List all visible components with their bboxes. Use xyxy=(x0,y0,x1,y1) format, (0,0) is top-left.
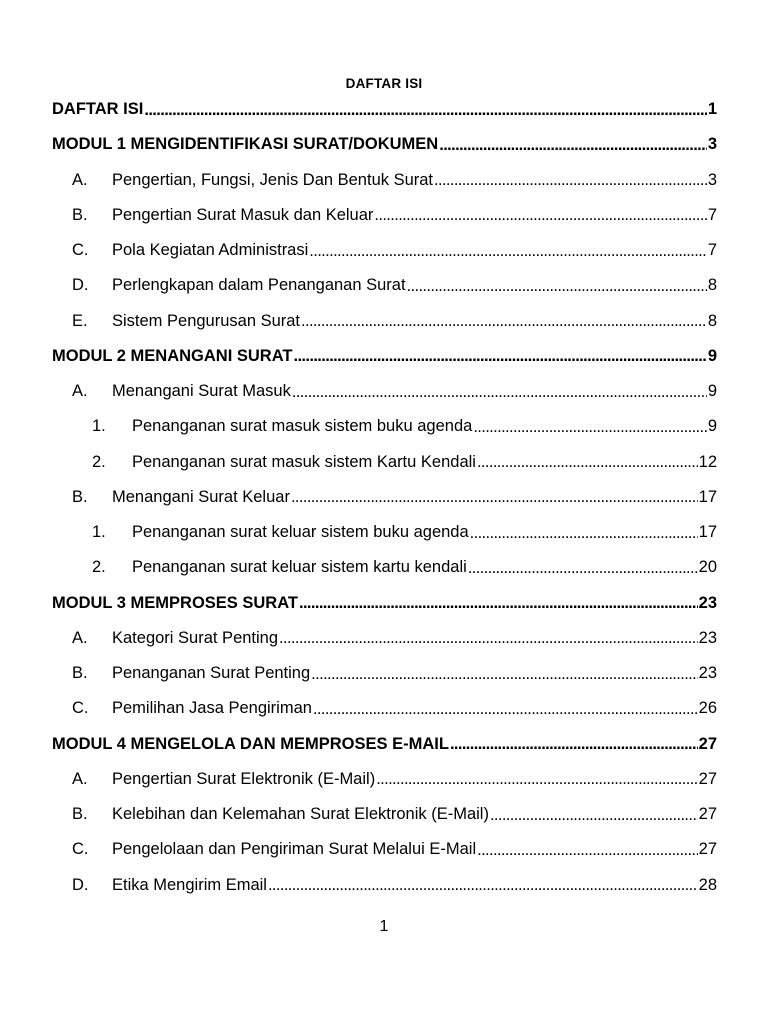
toc-entry-page-number: 9 xyxy=(707,417,717,436)
toc-dot-leader xyxy=(268,875,698,895)
toc-entry-page-number: 7 xyxy=(707,241,717,260)
toc-entry-page-number: 9 xyxy=(707,346,717,365)
toc-subsection-entry[interactable] xyxy=(52,515,717,550)
toc-entry-number: D. xyxy=(72,875,89,894)
toc-entry-title: MODUL 3 MEMPROSES SURAT xyxy=(52,593,298,612)
toc-entry-number: C. xyxy=(72,699,89,718)
toc-entry-title: DAFTAR ISI xyxy=(52,100,144,119)
toc-subsection-entry[interactable] xyxy=(52,550,717,585)
toc-entry-number: E. xyxy=(72,311,88,330)
toc-dot-leader xyxy=(477,452,698,472)
toc-entry-title: Perlengkapan dalam Penanganan Surat xyxy=(112,276,406,295)
toc-dot-leader xyxy=(313,699,698,719)
toc-dot-leader xyxy=(301,311,707,331)
toc-entry-title: Kelebihan dan Kelemahan Surat Elektronik (E-Mail) xyxy=(112,805,489,824)
toc-entry-number: B. xyxy=(72,205,88,224)
toc-entry-page-number: 28 xyxy=(698,875,717,894)
toc-dot-leader xyxy=(311,664,697,684)
toc-section-entry[interactable] xyxy=(52,163,717,198)
toc-module-entry[interactable] xyxy=(52,586,717,621)
toc-dot-leader xyxy=(477,840,698,860)
toc-entry-number: 2. xyxy=(92,452,106,471)
toc-entry-page-number: 27 xyxy=(698,769,717,788)
toc-entry-title: MODUL 4 MENGELOLA DAN MEMPROSES E-MAIL xyxy=(52,734,449,753)
toc-module-entry[interactable] xyxy=(52,727,717,762)
toc-entry-page-number: 1 xyxy=(707,100,717,119)
toc-module-entry[interactable] xyxy=(52,339,717,374)
toc-entry-page-number: 3 xyxy=(707,135,717,154)
toc-entry-number: 2. xyxy=(92,558,106,577)
toc-dot-leader xyxy=(468,558,698,578)
toc-entry-number: A. xyxy=(72,769,88,788)
toc-section-entry[interactable] xyxy=(52,797,717,832)
toc-entry-title: MODUL 1 MENGIDENTIFIKASI SURAT/DOKUMEN xyxy=(52,135,439,154)
toc-entry-title: Penanganan Surat Penting xyxy=(112,664,311,683)
toc-entry-page-number: 23 xyxy=(698,593,717,612)
toc-entry-number: 1. xyxy=(92,417,106,436)
toc-section-entry[interactable] xyxy=(52,374,717,409)
toc-entry-title: Etika Mengirim Email xyxy=(112,875,267,894)
toc-dot-leader xyxy=(374,205,706,225)
toc-entry-number: 1. xyxy=(92,523,106,542)
toc-entry-page-number: 8 xyxy=(707,311,717,330)
toc-module-entry[interactable] xyxy=(52,92,717,127)
toc-dot-leader xyxy=(293,346,706,366)
toc-entry-title: Pengertian, Fungsi, Jenis Dan Bentuk Surat xyxy=(112,170,434,189)
toc-entry-page-number: 20 xyxy=(698,558,717,577)
toc-entry-number: B. xyxy=(72,487,88,506)
toc-subsection-entry[interactable] xyxy=(52,445,717,480)
toc-dot-leader xyxy=(470,523,698,543)
toc-dot-leader xyxy=(291,487,698,507)
toc-entry-page-number: 27 xyxy=(698,840,717,859)
toc-entry-page-number: 12 xyxy=(698,452,717,471)
toc-entry-title: Penanganan surat keluar sistem kartu kendali xyxy=(132,558,467,577)
toc-dot-leader xyxy=(407,276,707,296)
toc-entry-page-number: 23 xyxy=(698,664,717,683)
table-of-contents xyxy=(52,92,717,903)
toc-entry-title: Menangani Surat Masuk xyxy=(112,382,291,401)
toc-dot-leader xyxy=(144,100,706,120)
toc-entry-page-number: 27 xyxy=(698,805,717,824)
toc-section-entry[interactable] xyxy=(52,691,717,726)
toc-section-entry[interactable] xyxy=(52,621,717,656)
toc-dot-leader xyxy=(490,805,698,825)
toc-section-entry[interactable] xyxy=(52,198,717,233)
toc-entry-title: Penanganan surat masuk sistem Kartu Kendali xyxy=(132,452,476,471)
toc-entry-page-number: 9 xyxy=(707,382,717,401)
toc-entry-number: B. xyxy=(72,805,88,824)
toc-section-entry[interactable] xyxy=(52,832,717,867)
toc-dot-leader xyxy=(439,135,707,155)
toc-section-entry[interactable] xyxy=(52,762,717,797)
toc-entry-number: A. xyxy=(72,628,88,647)
toc-entry-page-number: 7 xyxy=(707,205,717,224)
toc-entry-title: Pengertian Surat Elektronik (E-Mail) xyxy=(112,769,376,788)
toc-entry-title: Pengelolaan dan Pengiriman Surat Melalui E-Mail xyxy=(112,840,477,859)
toc-section-entry[interactable] xyxy=(52,233,717,268)
toc-entry-page-number: 17 xyxy=(698,487,717,506)
toc-entry-title: Pemilihan Jasa Pengiriman xyxy=(112,699,312,718)
toc-dot-leader xyxy=(292,382,707,402)
toc-subsection-entry[interactable] xyxy=(52,409,717,444)
toc-entry-page-number: 27 xyxy=(698,734,717,753)
toc-dot-leader xyxy=(376,769,697,789)
page-number-footer: 1 xyxy=(379,918,389,935)
toc-entry-title: Pola Kegiatan Administrasi xyxy=(112,241,309,260)
toc-section-entry[interactable] xyxy=(52,868,717,903)
toc-entry-number: C. xyxy=(72,840,89,859)
toc-entry-title: MODUL 2 MENANGANI SURAT xyxy=(52,346,293,365)
page-title: DAFTAR ISI xyxy=(345,76,423,91)
toc-entry-title: Sistem Pengurusan Surat xyxy=(112,311,301,330)
toc-entry-page-number: 17 xyxy=(698,523,717,542)
toc-dot-leader xyxy=(309,241,707,261)
toc-entry-number: D. xyxy=(72,276,89,295)
toc-module-entry[interactable] xyxy=(52,127,717,162)
toc-dot-leader xyxy=(450,734,698,754)
toc-dot-leader xyxy=(279,628,698,648)
toc-entry-number: C. xyxy=(72,241,89,260)
toc-dot-leader xyxy=(473,417,707,437)
toc-entry-title: Pengertian Surat Masuk dan Keluar xyxy=(112,205,374,224)
toc-entry-page-number: 8 xyxy=(707,276,717,295)
toc-entry-title: Menangani Surat Keluar xyxy=(112,487,290,506)
toc-dot-leader xyxy=(434,170,707,190)
toc-entry-page-number: 23 xyxy=(698,628,717,647)
toc-section-entry[interactable] xyxy=(52,268,717,303)
toc-entry-page-number: 26 xyxy=(698,699,717,718)
toc-dot-leader xyxy=(299,593,698,613)
toc-entry-number: A. xyxy=(72,382,88,401)
toc-entry-number: B. xyxy=(72,664,88,683)
toc-entry-title: Kategori Surat Penting xyxy=(112,628,279,647)
toc-entry-title: Penanganan surat keluar sistem buku agenda xyxy=(132,523,469,542)
toc-entry-page-number: 3 xyxy=(707,170,717,189)
toc-entry-number: A. xyxy=(72,170,88,189)
toc-section-entry[interactable] xyxy=(52,304,717,339)
toc-section-entry[interactable] xyxy=(52,480,717,515)
toc-entry-title: Penanganan surat masuk sistem buku agenda xyxy=(132,417,473,436)
toc-section-entry[interactable] xyxy=(52,656,717,691)
